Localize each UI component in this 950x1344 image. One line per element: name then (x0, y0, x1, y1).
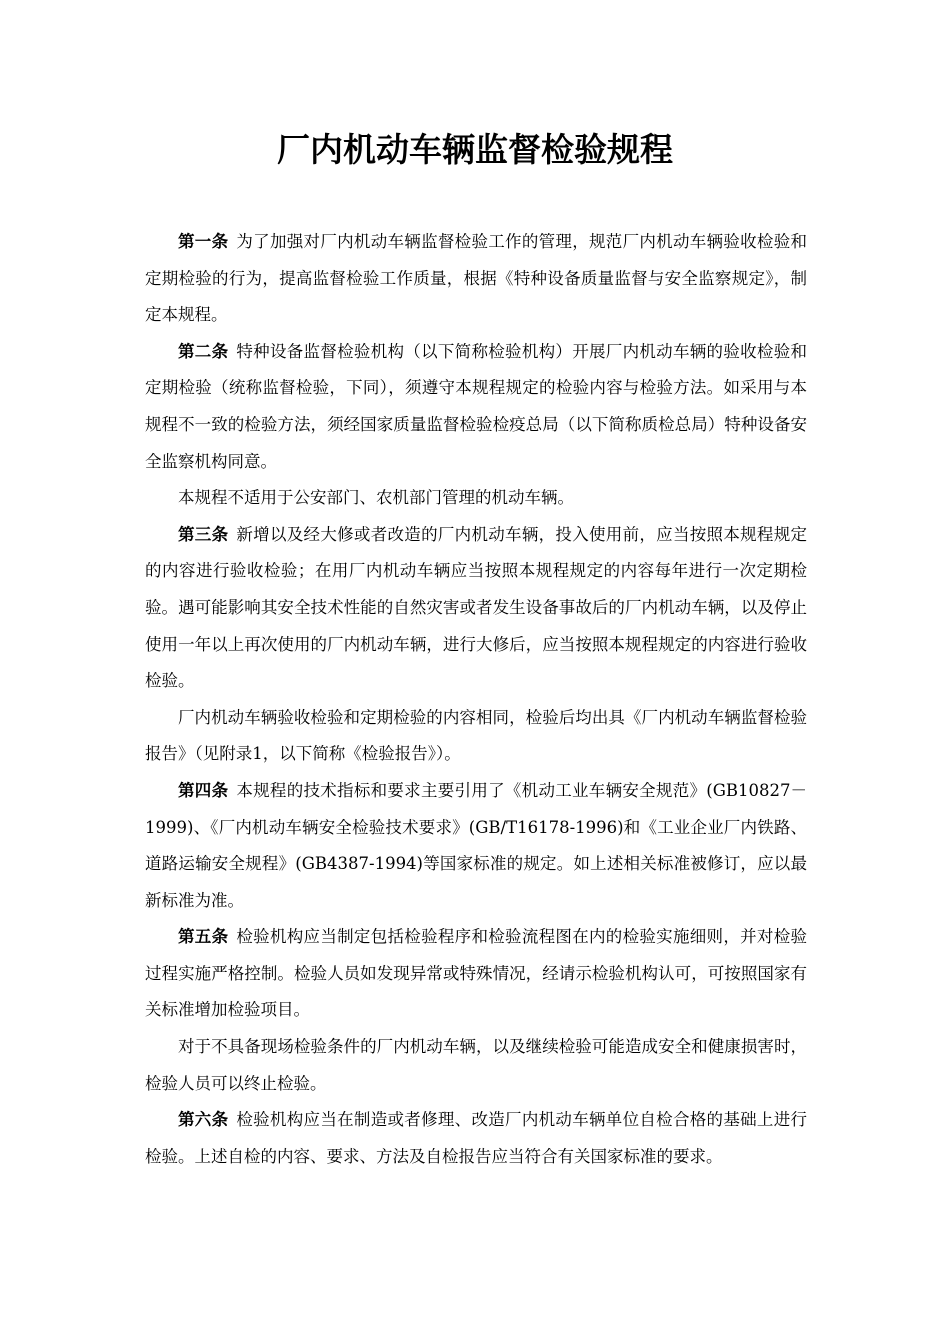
paragraph-text: 本规程的技术指标和要求主要引用了《机动工业车辆安全规范》(GB10827－1999)、《厂内机动车辆安全检验技术要求》(GB/T16178-1996)和《工业企业厂内铁路、道路运输安全规程》(GB4387-1994)等国家标准的规定。如上述相关标准被修订，应以最新标准为准。 (145, 780, 808, 910)
article-label: 第二条 (178, 341, 229, 361)
paragraph-article-1 (145, 224, 807, 334)
paragraph-article-3 (145, 517, 807, 700)
article-label: 第五条 (178, 927, 229, 947)
document-title: 厂内机动车辆监督检验规程 (277, 130, 673, 169)
paragraph-article-4 (145, 773, 807, 919)
paragraph-article-5-note (145, 1029, 807, 1102)
paragraph-article-5 (145, 919, 807, 1029)
paragraph-text: 本规程不适用于公安部门、农机部门管理的机动车辆。 (178, 488, 574, 508)
paragraph-text: 对于不具备现场检验条件的厂内机动车辆，以及继续检验可能造成安全和健康损害时，检验人员可以终止检验。 (145, 1037, 807, 1093)
paragraph-text: 检验机构应当制定包括检验程序和检验流程图在内的检验实施细则，并对检验过程实施严格控制。检验人员如发现异常或特殊情况，经请示检验机构认可，可按照国家有关标准增加检验项目。 (145, 927, 807, 1020)
document-body (145, 224, 807, 1175)
paragraph-article-6 (145, 1102, 807, 1175)
paragraph-article-2 (145, 334, 807, 480)
paragraph-text: 特种设备监督检验机构（以下简称检验机构）开展厂内机动车辆的验收检验和定期检验（统称监督检验，下同），须遵守本规程规定的检验内容与检验方法。如采用与本规程不一致的检验方法，须经国家质量监督检验检疫总局（以下简称质检总局）特种设备安全监察机构同意。 (145, 341, 807, 471)
paragraph-text: 厂内机动车辆验收检验和定期检验的内容相同，检验后均出具《厂内机动车辆监督检验报告》（见附录1，以下简称《检验报告》）。 (145, 707, 807, 764)
paragraph-text: 新增以及经大修或者改造的厂内机动车辆，投入使用前，应当按照本规程规定的内容进行验收检验；在用厂内机动车辆应当按照本规程规定的内容每年进行一次定期检验。遇可能影响其安全技术性能的自然灾害或者发生设备事故后的厂内机动车辆，以及停止使用一年以上再次使用的厂内机动车辆，进行大修后，应当按照本规程规定的内容进行验收检验。 (145, 524, 807, 691)
paragraph-text: 为了加强对厂内机动车辆监督检验工作的管理，规范厂内机动车辆验收检验和定期检验的行为，提高监督检验工作质量，根据《特种设备质量监督与安全监察规定》，制定本规程。 (145, 232, 807, 325)
article-label: 第三条 (178, 524, 229, 544)
paragraph-article-2-note (145, 480, 807, 517)
article-label: 第四条 (178, 780, 229, 800)
article-label: 第一条 (178, 232, 229, 251)
paragraph-article-3-note (145, 700, 807, 773)
article-label: 第六条 (178, 1110, 229, 1130)
paragraph-text: 检验机构应当在制造或者修理、改造厂内机动车辆单位自检合格的基础上进行检验。上述自检的内容、要求、方法及自检报告应当符合有关国家标准的要求。 (145, 1110, 807, 1166)
